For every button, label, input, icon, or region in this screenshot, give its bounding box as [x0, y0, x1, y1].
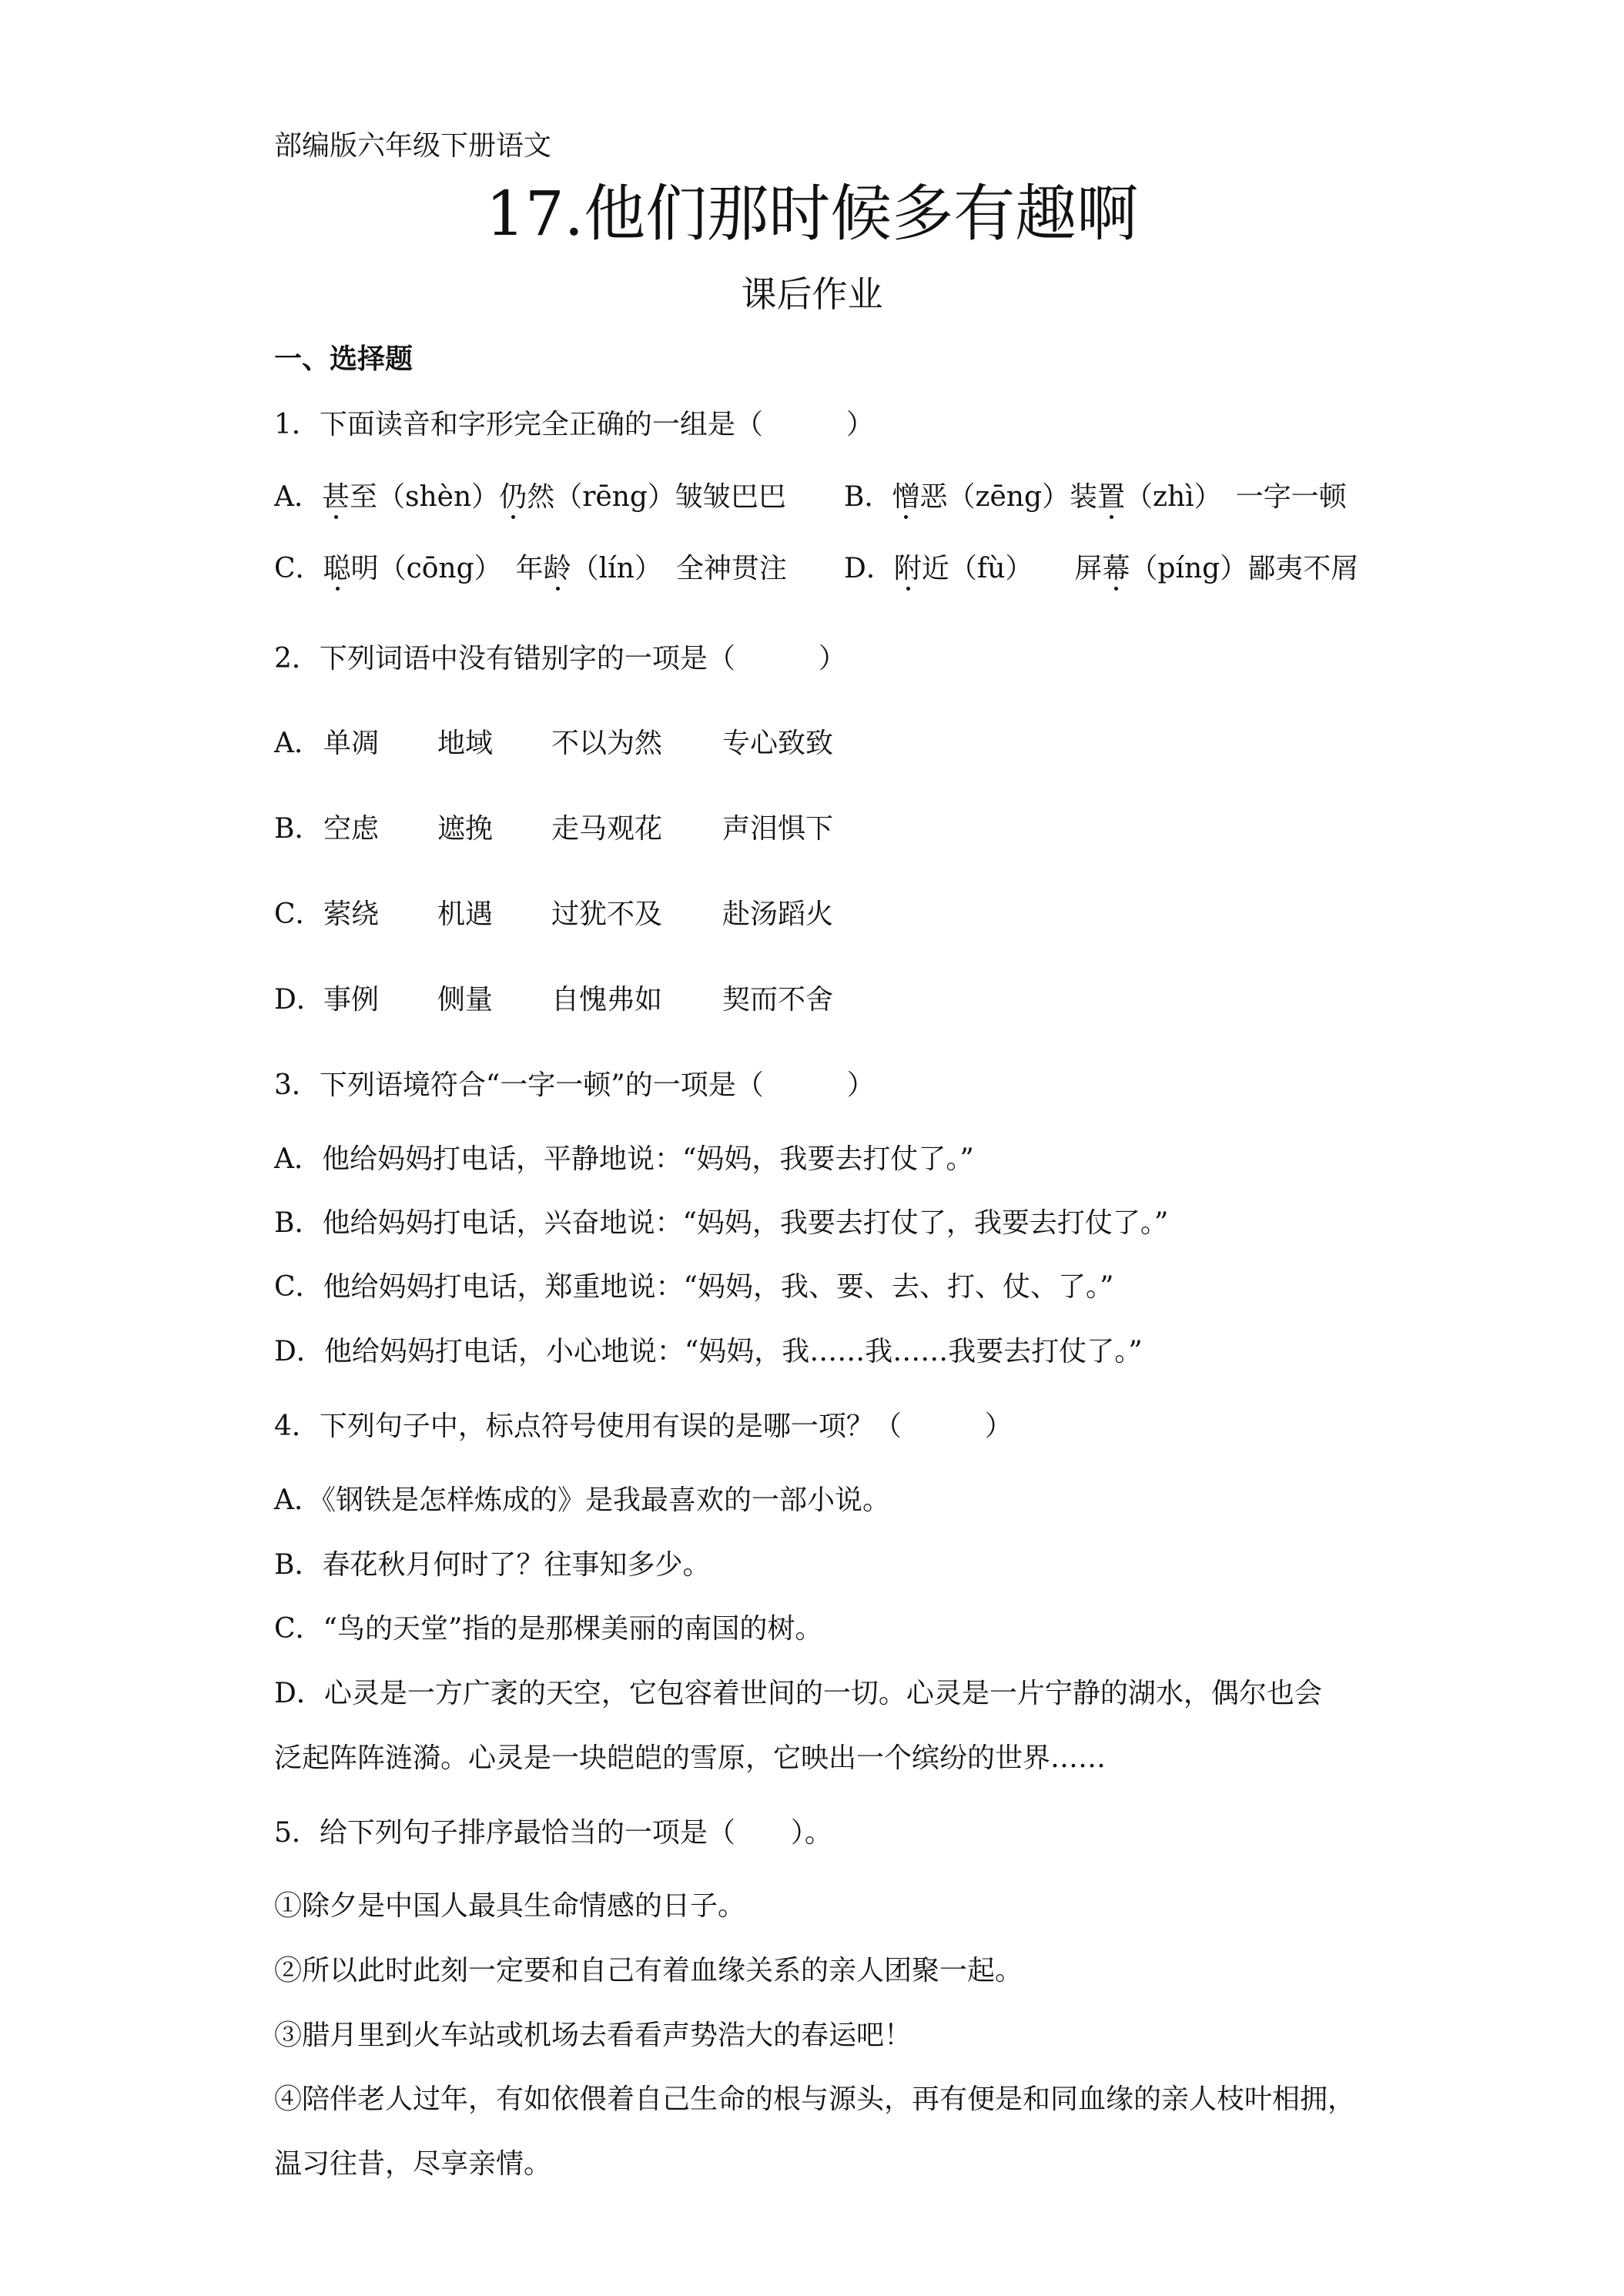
option-label: B． [274, 813, 323, 845]
q3-option-d: D．他给妈妈打电话，小心地说：“妈妈，我……我……我要去打仗了。” [274, 1336, 1143, 1367]
q5-item-2: ②所以此时此刻一定要和自己有着血缘关系的亲人团聚一起。 [274, 1955, 1023, 1986]
option-text: （lín） 全神贯注 [571, 553, 787, 584]
q3-option-b: B．他给妈妈打电话，兴奋地说：“妈妈，我要去打仗了，我要去打仗了。” [274, 1207, 1169, 1239]
option-text: 近（fù） 屏 [921, 553, 1103, 584]
homework-subtitle: 课后作业 [741, 273, 883, 315]
lesson-title: 17.他们那时候多有趣啊 [485, 178, 1139, 249]
q4-option-d: D．心灵是一方广袤的天空，它包容着世间的一切。心灵是一片宁静的湖水，偶尔也会 [274, 1678, 1322, 1709]
option-label: C． [274, 553, 323, 584]
option-label: D． [274, 984, 324, 1016]
word: 单凋 [323, 728, 380, 759]
dotted-char: 幕 [1102, 553, 1130, 584]
option-label: D． [844, 553, 894, 584]
word: 事例 [323, 984, 380, 1016]
course-header: 部编版六年级下册语文 [274, 130, 552, 162]
q2-stem: 2．下列词语中没有错别字的一项是（ ） [274, 643, 846, 674]
word: 侧量 [437, 984, 494, 1016]
word: 过犹不及 [551, 899, 663, 930]
dotted-char: 甚 [322, 481, 350, 513]
dotted-char: 仍 [499, 481, 527, 513]
q1-option-a [274, 479, 786, 516]
word: 地域 [437, 728, 494, 759]
option-label: A． [274, 481, 322, 513]
option-label: C． [274, 899, 323, 930]
word: 契而不舍 [722, 984, 834, 1016]
word: 萦绕 [323, 899, 380, 930]
dotted-char: 龄 [543, 553, 571, 584]
q5-item-4: ④陪伴老人过年，有如依偎着自己生命的根与源头，再有便是和同血缘的亲人枝叶相拥， [274, 2083, 1356, 2115]
q1-option-c [274, 551, 787, 587]
q4-option-c: C．“鸟的天堂”指的是那棵美丽的南国的树。 [274, 1613, 823, 1645]
option-text: （píng）鄙夷不屑 [1130, 553, 1359, 584]
q5-item-1: ①除夕是中国人最具生命情感的日子。 [274, 1890, 746, 1922]
word: 自愧弗如 [551, 984, 663, 1016]
section-heading: 一、选择题 [274, 343, 414, 375]
option-label: A． [274, 728, 322, 759]
q5-item-4-continued: 温习往昔，尽享亲情。 [274, 2148, 552, 2180]
q4-option-d-continued: 泛起阵阵涟漪。心灵是一块皑皑的雪原，它映出一个缤纷的世界…… [274, 1742, 1107, 1774]
q3-option-c: C．他给妈妈打电话，郑重地说：“妈妈，我、要、去、打、仗、了。” [274, 1271, 1114, 1303]
dotted-char: 附 [893, 553, 922, 584]
q3-stem: 3．下列语境符合“一字一顿”的一项是（ ） [274, 1069, 875, 1101]
q1-option-b [844, 479, 1347, 516]
option-text: （zhì） 一字一顿 [1125, 481, 1347, 513]
dotted-char: 憎 [892, 481, 920, 513]
option-label: B． [844, 481, 892, 513]
word: 专心致致 [722, 728, 834, 759]
q4-option-b: B．春花秋月何时了？往事知多少。 [274, 1549, 711, 1581]
q3-option-a: A．他给妈妈打电话，平静地说：“妈妈，我要去打仗了。” [274, 1143, 974, 1175]
q1-stem: 1．下面读音和字形完全正确的一组是（ ） [274, 409, 874, 440]
word: 遮挽 [437, 813, 494, 845]
q5-stem: 5．给下列句子排序最恰当的一项是（ ）。 [274, 1817, 832, 1849]
dotted-char: 置 [1097, 481, 1126, 513]
q1-option-d [844, 551, 1358, 587]
q5-item-3: ③腊月里到火车站或机场去看看声势浩大的春运吧！ [274, 2020, 912, 2051]
option-text: 然（rēng）皱皱巴巴 [527, 481, 786, 513]
word: 空虑 [323, 813, 380, 845]
word: 走马观花 [551, 813, 663, 845]
word: 机遇 [437, 899, 494, 930]
word: 赴汤蹈火 [722, 899, 834, 930]
option-text: 恶（zēng）装 [919, 481, 1097, 513]
q4-option-a: A．《钢铁是怎样炼成的》是我最喜欢的一部小说。 [274, 1484, 890, 1516]
q4-stem: 4．下列句子中，标点符号使用有误的是哪一项？（ ） [274, 1411, 1013, 1442]
option-text: 明（cōng） 年 [350, 553, 544, 584]
option-text: 至（shèn） [350, 481, 500, 513]
word: 声泪惧下 [722, 813, 834, 845]
dotted-char: 聪 [323, 553, 351, 584]
word: 不以为然 [551, 728, 663, 759]
